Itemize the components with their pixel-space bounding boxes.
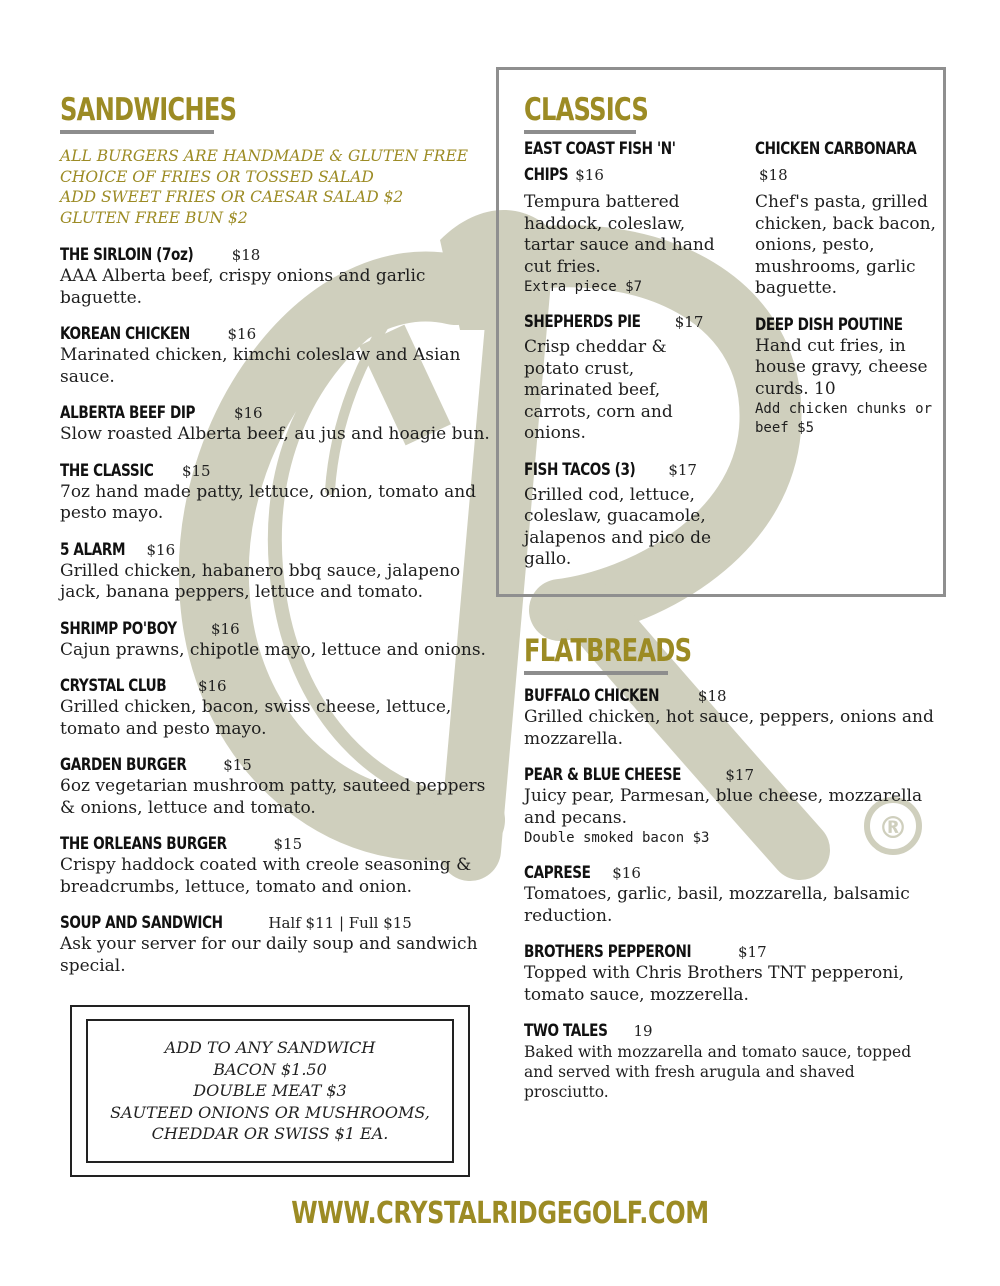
sandwiches-intro (60, 146, 490, 228)
registered-mark: ® (878, 811, 908, 846)
item-name: BROTHERS PEPPERONI (524, 942, 692, 962)
item-name: BUFFALO CHICKEN (524, 686, 660, 706)
menu-item (755, 314, 940, 439)
item-description: Crispy haddock coated with creole seasoning & breadcrumbs, lettuce, tomato and onion. (60, 855, 472, 897)
item-price: $16 (612, 864, 641, 882)
item-description: Baked with mozzarella and tomato sauce, topped and served with fresh arugula and shaved prosciutto. (524, 1043, 912, 1101)
addons-inner-frame (86, 1019, 454, 1163)
item-name: DEEP DISH POUTINE (755, 314, 903, 335)
menu-item (60, 912, 490, 977)
item-name: THE SIRLOIN (7oz) (60, 245, 194, 265)
item-price: $15 (273, 835, 303, 853)
item-name: TWO TALES (524, 1021, 608, 1041)
item-price: $16 (146, 540, 176, 559)
sandwiches-section (60, 92, 490, 991)
item-name: THE ORLEANS BURGER (60, 834, 227, 854)
classics-column-left (524, 138, 724, 585)
item-description: Grilled chicken, habanero bbq sauce, jalapeno jack, banana peppers, lettuce and tomato. (60, 560, 461, 602)
item-extra: Double smoked bacon $3 (524, 830, 710, 846)
menu-item (60, 618, 490, 662)
item-price: $17 (725, 766, 755, 784)
item-price: $18 (697, 687, 727, 705)
item-name: FISH TACOS (3) (524, 459, 636, 480)
item-name: SHEPHERDS PIE (524, 312, 641, 332)
item-price: $18 (759, 166, 788, 184)
item-name: 5 ALARM (60, 539, 126, 560)
menu-item (60, 833, 490, 898)
item-name: KOREAN CHICKEN (60, 324, 190, 344)
item-name: ALBERTA BEEF DIP (60, 403, 196, 423)
item-description: Grilled chicken, bacon, swiss cheese, lettuce, tomato and pesto mayo. (60, 697, 452, 739)
flatbreads-title: FLATBREADS (524, 633, 692, 669)
item-price: $16 (575, 166, 604, 184)
intro-line: CHOICE OF FRIES OR TOSSED SALAD (60, 167, 374, 186)
item-description: Crisp cheddar & potato crust, marinated beef, carrots, corn and onions. (524, 337, 673, 443)
item-price: $16 (227, 325, 257, 343)
classics-column-right (755, 138, 940, 452)
menu-item (60, 323, 490, 388)
menu-item (60, 539, 490, 604)
addon-line: ADD TO ANY SANDWICH (164, 1038, 376, 1058)
item-price: $16 (211, 619, 240, 638)
item-price: $16 (233, 404, 263, 422)
item-description: Juicy pear, Parmesan, blue cheese, mozzarella and pecans. (524, 786, 923, 828)
item-name: SHRIMP PO'BOY (60, 618, 177, 639)
menu-item (524, 311, 724, 445)
item-price: $18 (231, 246, 261, 264)
item-description: Grilled cod, lettuce, coleslaw, guacamole, jalapenos and pico de gallo. (524, 484, 712, 569)
flatbreads-section (524, 633, 944, 1116)
menu-item (524, 941, 944, 1006)
sandwiches-heading (60, 92, 237, 134)
item-description: Cajun prawns, chipotle mayo, lettuce and onions. (60, 639, 486, 660)
item-price: 19 (633, 1022, 653, 1040)
flatbreads-heading (524, 633, 692, 675)
item-description: Slow roasted Alberta beef, au jus and hoagie bun. (60, 424, 490, 444)
item-description: 6oz vegetarian mushroom patty, sauteed peppers & onions, lettuce and tomato. (60, 776, 486, 818)
footer (0, 1196, 1000, 1231)
item-description: Hand cut fries, in house gravy, cheese curds. 10 (755, 335, 928, 399)
menu-item (524, 1020, 944, 1102)
addon-line: BACON $1.50 (213, 1059, 327, 1079)
intro-line: ALL BURGERS ARE HANDMADE & GLUTEN FREE (60, 147, 469, 165)
item-price: $17 (668, 460, 697, 479)
item-name: CRYSTAL CLUB (60, 676, 167, 696)
title-underline (60, 130, 214, 134)
item-description: Ask your server for our daily soup and sandwich special. (60, 934, 478, 976)
item-price: Half $11 | Full $15 (268, 914, 412, 932)
item-name: CAPRESE (524, 863, 591, 883)
item-name: SOUP AND SANDWICH (60, 913, 223, 933)
item-description: Chef's pasta, grilled chicken, back bacon, onions, pesto, mushrooms, garlic baguette. (755, 192, 936, 298)
item-name: THE CLASSIC (60, 460, 154, 481)
menu-item (60, 402, 490, 446)
menu-item (60, 244, 490, 309)
item-description: AAA Alberta beef, crispy onions and garlic baguette. (60, 266, 426, 308)
menu-item (524, 862, 944, 927)
item-name: CHICKEN CARBONARA (755, 139, 917, 159)
item-extra: Extra piece $7 (524, 279, 643, 295)
item-price: $17 (674, 313, 704, 331)
menu-item (60, 675, 490, 740)
item-price: $15 (223, 756, 252, 774)
menu-item (60, 460, 490, 525)
item-price: $15 (181, 461, 211, 480)
menu-item (524, 764, 944, 848)
classics-heading (524, 92, 648, 134)
classics-title: CLASSICS (524, 92, 648, 128)
item-name: CHIPS (524, 165, 569, 185)
intro-line: GLUTEN FREE BUN $2 (60, 208, 248, 227)
addon-line: CHEDDAR OR SWISS $1 EA. (151, 1124, 389, 1144)
item-description: Topped with Chris Brothers TNT pepperoni, tomato sauce, mozzerella. (524, 963, 905, 1005)
item-description: Tempura battered haddock, coleslaw, tartar sauce and hand cut fries. (524, 192, 715, 277)
website-link[interactable]: WWW.CRYSTALRIDGEGOLF.COM (291, 1196, 709, 1231)
item-extra: Add chicken chunks or beef $5 (755, 401, 933, 436)
intro-line: ADD SWEET FRIES OR CAESAR SALAD $2 (60, 188, 404, 206)
menu-item (524, 685, 944, 750)
addon-line: SAUTEED ONIONS OR MUSHROOMS, (110, 1102, 430, 1122)
item-name: PEAR & BLUE CHEESE (524, 765, 682, 785)
item-description: Grilled chicken, hot sauce, peppers, onions and mozzarella. (524, 707, 934, 749)
item-description: Tomatoes, garlic, basil, mozzarella, balsamic reduction. (524, 884, 910, 926)
sandwich-addons-box (70, 1005, 470, 1177)
item-price: $17 (737, 943, 767, 961)
title-underline (524, 130, 636, 134)
item-description: Marinated chicken, kimchi coleslaw and Asian sauce. (60, 345, 461, 387)
item-name: GARDEN BURGER (60, 755, 187, 775)
sandwiches-title: SANDWICHES (60, 92, 237, 128)
menu-item (755, 138, 940, 300)
addon-line: DOUBLE MEAT $3 (193, 1081, 347, 1101)
menu-item (524, 138, 724, 297)
item-description: 7oz hand made patty, lettuce, onion, tomato and pesto mayo. (60, 481, 477, 523)
menu-item (60, 754, 490, 819)
item-price: $16 (197, 677, 227, 695)
menu-item (524, 459, 724, 571)
item-name: EAST COAST FISH 'N' (524, 139, 676, 159)
